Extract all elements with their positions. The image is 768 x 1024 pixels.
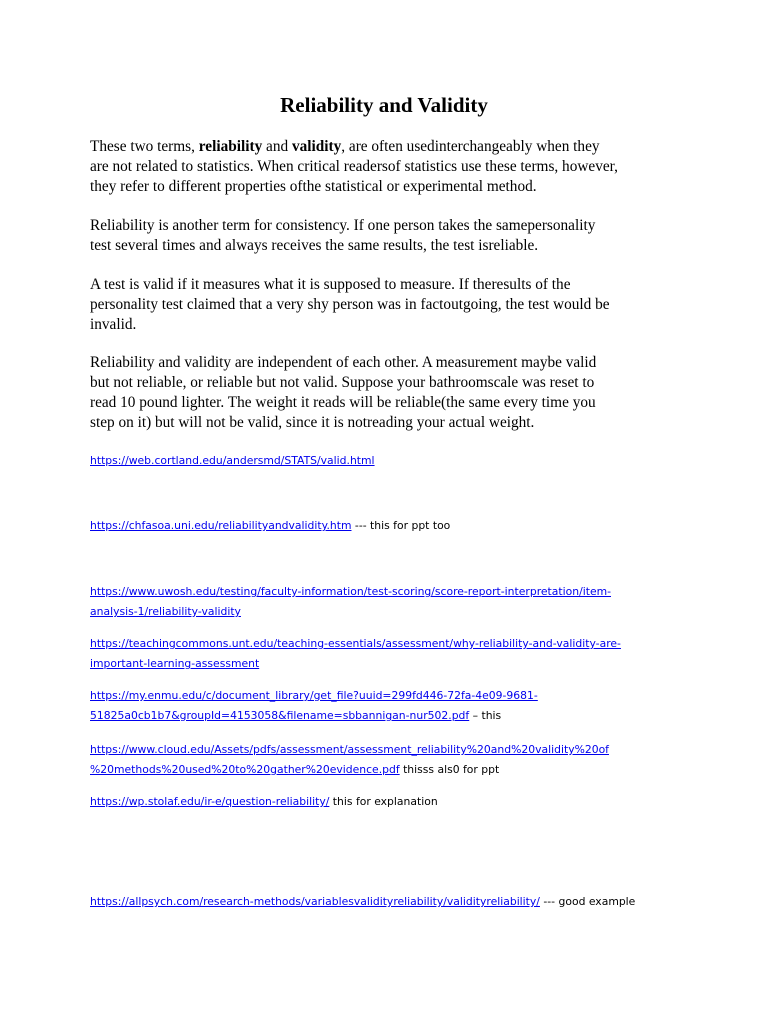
reference-item [90,792,690,812]
reference-item [90,634,690,674]
paragraph-line: invalid. [90,316,137,333]
paragraph-line: A test is valid if it measures what it is supposed to measure. If theresults of the [90,276,571,293]
reference-link[interactable]: https://web.cortland.edu/andersmd/STATS/valid.html [90,454,375,467]
link-row: https://www.uwosh.edu/testing/faculty-information/test-scoring/score-report-interpretation/item- [90,585,611,598]
reference-item [90,686,690,726]
link-row: %20methods%20used%20to%20gather%20evidence.pdf [90,763,400,776]
text-run: and [262,138,292,155]
reference-item [90,516,690,536]
paragraph-line [90,137,680,157]
paragraph-line: personality test claimed that a very shy person was in factoutgoing, the test would be [90,296,610,313]
reference-item [90,892,690,912]
text-run: , are often usedinterchangeably when they [341,138,600,155]
paragraph-line: are not related to statistics. When critical readersof statistics use these terms, however, [90,158,618,175]
page-title: Reliability and Validity [280,93,488,117]
paragraph-line: they refer to different properties ofthe statistical or experimental method. [90,178,537,195]
reference-item [90,740,690,780]
paragraph-line: read 10 pound lighter. The weight it reads will be reliable(the same every time you [90,394,596,411]
link-row: https://my.enmu.edu/c/document_library/get_file?uuid=299fd446-72fa-4e09-9681- [90,689,538,702]
reference-note: thisss als0 for ppt [399,763,500,776]
reference-link[interactable]: https://allpsych.com/research-methods/variablesvalidityreliability/validityreliability/ [90,895,540,908]
reference-link[interactable]: https://wp.stolaf.edu/ir-e/question-reliability/ [90,795,330,808]
paragraph-validity [90,275,680,335]
link-row: analysis-1/reliability-validity [90,605,241,618]
paragraph-intro [90,137,680,197]
reference-note: this for explanation [329,795,438,808]
reference-link[interactable] [90,582,690,622]
paragraph-line: Reliability is another term for consistency. If one person takes the samepersonality [90,217,596,234]
reference-link[interactable] [90,740,690,776]
paragraph-independence [90,353,680,433]
bold-term-reliability: reliability [198,138,263,155]
paragraph-line: step on it) but will not be valid, since it is notreading your actual weight. [90,414,535,431]
reference-link[interactable] [90,634,690,674]
link-row: https://www.cloud.edu/Assets/pdfs/assessment/assessment_reliability%20and%20validity%20of [90,743,609,756]
reference-link[interactable]: https://chfasoa.uni.edu/reliabilityandvalidity.htm [90,519,352,532]
paragraph-reliability [90,216,680,256]
reference-note: – this [469,709,502,722]
paragraph-line: Reliability and validity are independent of each other. A measurement maybe valid [90,354,597,371]
paragraph-line: test several times and always receives the same results, the test isreliable. [90,237,539,254]
reference-note: --- good example [539,895,636,908]
link-row: https://teachingcommons.unt.edu/teaching-essentials/assessment/why-reliability-and-validity-are- [90,637,621,650]
text-run: These two terms, [90,138,199,155]
link-row: important-learning-assessment [90,657,260,670]
reference-link[interactable] [90,686,690,722]
bold-term-validity: validity [291,138,342,155]
reference-item [90,582,690,622]
link-row: 51825a0cb1b7&groupId=4153058&filename=sbbannigan-nur502.pdf [90,709,470,722]
reference-note: --- this for ppt too [351,519,451,532]
paragraph-line: but not reliable, or reliable but not valid. Suppose your bathroomscale was reset to [90,374,595,391]
reference-item [90,451,690,471]
